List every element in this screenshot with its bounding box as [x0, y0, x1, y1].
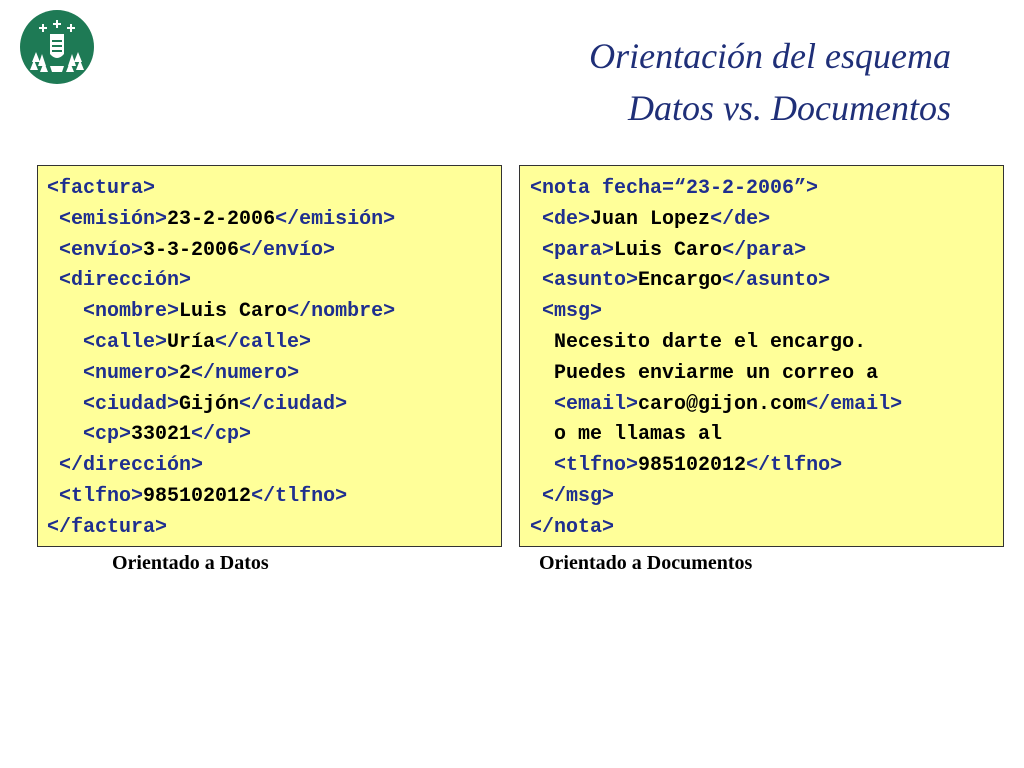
title-line-2: Datos vs. Documentos: [628, 88, 951, 128]
data-oriented-caption: Orientado a Datos: [112, 552, 269, 574]
code-line: <tlfno>985102012</tlfno>: [59, 484, 348, 508]
code-line: <calle>Uría</calle>: [83, 330, 312, 354]
slide-title: [589, 30, 951, 134]
data-oriented-xml-box: [37, 165, 502, 547]
title-line-1: Orientación del esquema: [589, 36, 951, 76]
code-line: <emisión>23-2-2006</emisión>: [59, 207, 396, 231]
code-line: <numero>2</numero>: [83, 361, 300, 385]
code-line: Puedes enviarme un correo a: [554, 361, 879, 385]
code-line: <asunto>Encargo</asunto>: [542, 269, 831, 293]
code-line: <de>Juan Lopez</de>: [542, 207, 771, 231]
code-line: </msg>: [542, 484, 615, 508]
code-line: <ciudad>Gijón</ciudad>: [83, 392, 348, 416]
code-line: <email>caro@gijon.com</email>: [554, 392, 903, 416]
code-line: Necesito darte el encargo.: [554, 330, 867, 354]
code-line: <nota fecha=“23-2-2006”>: [530, 177, 819, 200]
code-line: <msg>: [542, 300, 603, 324]
code-line: <para>Luis Caro</para>: [542, 238, 807, 262]
code-line: </dirección>: [59, 454, 204, 478]
code-line: o me llamas al: [554, 423, 723, 447]
code-line: <dirección>: [59, 269, 192, 293]
document-oriented-xml-box: [519, 165, 1004, 547]
university-seal-logo: [20, 10, 94, 84]
document-oriented-caption: Orientado a Documentos: [539, 552, 753, 574]
code-line: <cp>33021</cp>: [83, 423, 252, 447]
code-line: <tlfno>985102012</tlfno>: [554, 454, 843, 478]
code-line: <factura>: [47, 177, 156, 200]
code-line: </factura>: [47, 515, 168, 539]
code-line: <envío>3-3-2006</envío>: [59, 238, 336, 262]
code-line: <nombre>Luis Caro</nombre>: [83, 300, 396, 324]
code-line: </nota>: [530, 515, 615, 539]
